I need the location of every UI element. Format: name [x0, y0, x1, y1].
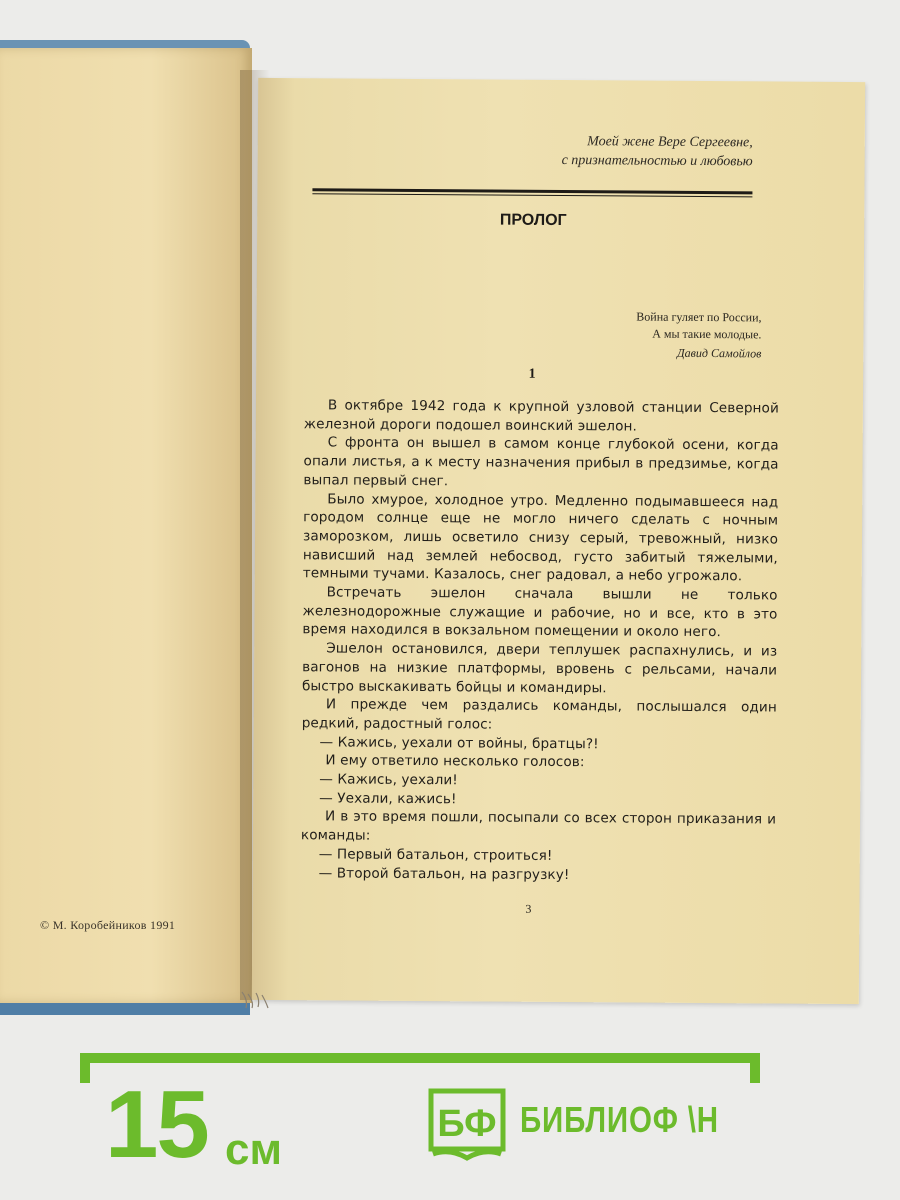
epigraph-line: Война гуляет по России, — [636, 309, 762, 325]
dedication — [562, 132, 753, 171]
ruler-tick-left — [80, 1053, 90, 1083]
epigraph — [636, 309, 762, 363]
dedication-line: с признательностью и любовью — [561, 153, 753, 170]
ruler-bar — [80, 1053, 760, 1063]
ruler-unit: см — [225, 1125, 283, 1174]
dedication-line: Моей жене Вере Сергеевне, — [587, 134, 753, 151]
paragraph: Встречать эшелон сначала вышли не только железнодорожные служащие и рабочие, но и все, кто в это время находился в вокзальном помещении и около него. — [302, 584, 778, 641]
loose-thread — [238, 990, 272, 1010]
paragraph: И в это время пошли, посыпали со всех сторон приказания и команды: — [300, 808, 777, 844]
book-logo-icon — [428, 1088, 506, 1166]
epigraph-author: Давид Самойлов — [677, 345, 762, 361]
paragraph: Эшелон остановился, двери теплушек распахнулись, и из вагонов на низкие платформы, вровень с рельсами, начали быстро выскакивать бойцы и командиры. — [301, 640, 778, 696]
dialogue-line: — Второй батальон, на разгрузку! — [318, 864, 570, 883]
page-number: 3 — [525, 901, 532, 916]
left-page — [0, 48, 252, 1003]
copyright-notice: © М. Коробейников 1991 — [40, 918, 176, 932]
paragraph: С фронта он вышел в самом конце глубокой осени, когда опали листья, а к месту назначения прибыл в предзимье, когда выпал первый снег. — [303, 434, 779, 490]
paragraph: В октябре 1942 года к крупной узловой станции Северной железной дороги подошел воинский эшелон. — [303, 397, 779, 435]
paragraph: И прежде чем раздались команды, послышался один редкий, радостный голос: — [301, 696, 777, 733]
logo-mark-text: БФ — [437, 1103, 497, 1145]
chapter-number: 1 — [528, 366, 536, 382]
logo-text: БИБЛИОФ \Н — [520, 1099, 719, 1140]
ruler-value: 15 — [105, 1071, 208, 1178]
ruler-tick-right — [750, 1053, 760, 1083]
body-text — [301, 396, 779, 886]
dialogue-line: — Уехали, кажись! — [319, 790, 457, 808]
section-title: ПРОЛОГ — [499, 211, 567, 230]
dialogue-line: — Кажись, уехали! — [319, 771, 458, 789]
dialogue-line: — Кажись, уехали от войны, братцы?! — [319, 733, 599, 752]
dialogue-line: — Первый батальон, строиться! — [318, 846, 553, 864]
paragraph: И ему ответило несколько голосов: — [325, 752, 585, 771]
right-page — [252, 78, 865, 1004]
epigraph-line: А мы такие молодые. — [652, 326, 762, 342]
paragraph: Было хмурое, холодное утро. Медленно подымавшееся над городом солнце еще не могло ничего сделать с ночным заморозком, лишь осветило снизу серый, тревожный, низко нависший над землей небосвод, густо забитый тяжелыми, темными тучами. Казалось, снег радовал, а небо угрожало. — [302, 490, 779, 585]
